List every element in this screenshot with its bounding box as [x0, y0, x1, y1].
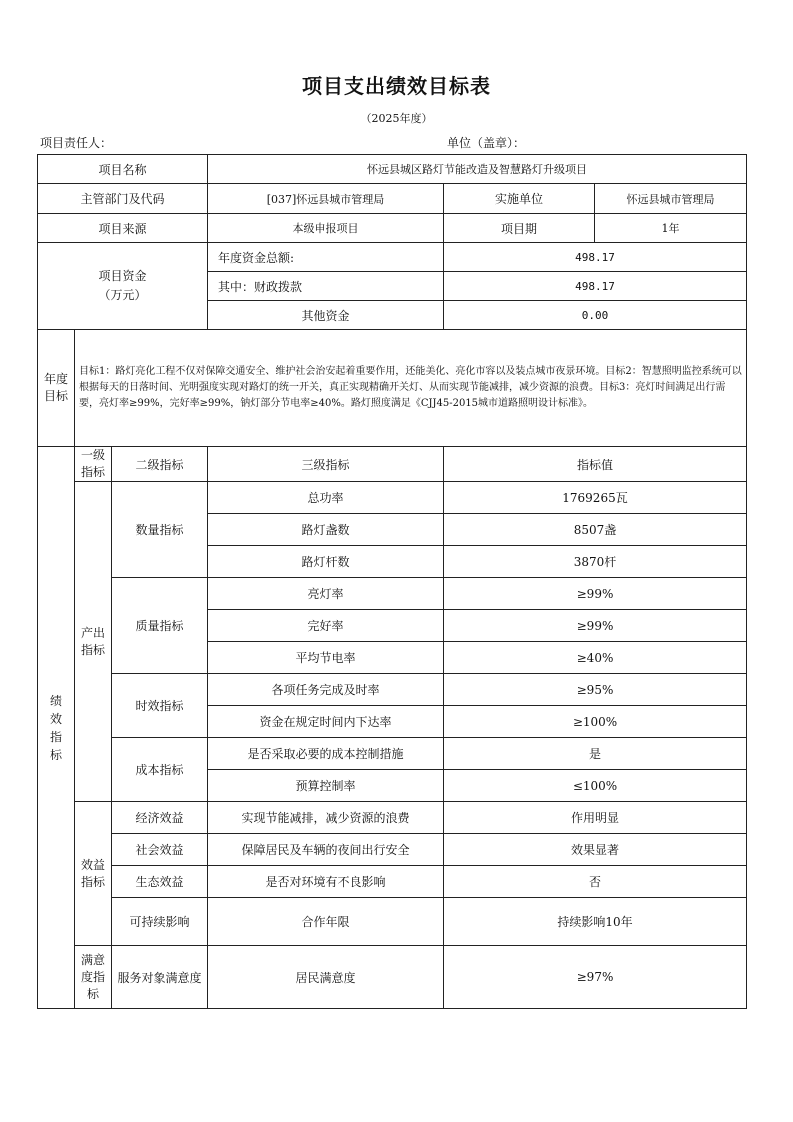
- period-label: 项目期: [444, 214, 595, 243]
- period-value: 1年: [595, 214, 747, 243]
- indicator-value: 持续影响10年: [444, 898, 747, 946]
- impl-label: 实施单位: [444, 184, 595, 214]
- indicator-value: 3870杆: [444, 546, 747, 578]
- level3-header: 三级指标: [208, 447, 444, 482]
- project-name-value: 怀远县城区路灯节能改造及智慧路灯升级项目: [208, 155, 747, 184]
- indicator-name: 亮灯率: [208, 578, 444, 610]
- dept-value: [037]怀远县城市管理局: [208, 184, 444, 214]
- indicator-name: 是否采取必要的成本控制措施: [208, 738, 444, 770]
- indicator-name: 平均节电率: [208, 642, 444, 674]
- indicator-value: 效果显著: [444, 834, 747, 866]
- indicator-value: ≥99%: [444, 610, 747, 642]
- level1-header: 一级指标: [75, 447, 112, 482]
- responsible-label: 项目责任人：: [40, 136, 113, 150]
- level2-header: 二级指标: [112, 447, 208, 482]
- total-funds-value: 498.17: [444, 243, 747, 272]
- social-label: 社会效益: [112, 834, 208, 866]
- indicator-value: 8507盏: [444, 514, 747, 546]
- service-label: 服务对象满意度: [112, 946, 208, 1009]
- fiscal-funds-label: 其中：财政拨款: [208, 272, 444, 301]
- indicator-name: 预算控制率: [208, 770, 444, 802]
- indicator-name: 总功率: [208, 482, 444, 514]
- source-value: 本级申报项目: [208, 214, 444, 243]
- benefit-label: 效益指标: [75, 802, 112, 946]
- dept-label: 主管部门及代码: [38, 184, 208, 214]
- indicator-name: 完好率: [208, 610, 444, 642]
- goal-label: 年度目标: [38, 330, 75, 447]
- indicator-name: 路灯盏数: [208, 514, 444, 546]
- sustain-label: 可持续影响: [112, 898, 208, 946]
- source-label: 项目来源: [38, 214, 208, 243]
- indicator-name: 资金在规定时间内下达率: [208, 706, 444, 738]
- other-funds-value: 0.00: [444, 301, 747, 330]
- indicator-value: ≥99%: [444, 578, 747, 610]
- indicator-name: 居民满意度: [208, 946, 444, 1009]
- page-title: 项目支出绩效目标表: [302, 74, 491, 98]
- indicator-name: 各项任务完成及时率: [208, 674, 444, 706]
- year-label: （2025年度）: [360, 112, 433, 125]
- funds-label: 项目资金（万元）: [38, 243, 208, 330]
- economic-label: 经济效益: [112, 802, 208, 834]
- output-label: 产出指标: [75, 482, 112, 802]
- indicator-value: ≥40%: [444, 642, 747, 674]
- satisfaction-label: 满意度指标: [75, 946, 112, 1009]
- other-funds-label: 其他资金: [208, 301, 444, 330]
- quality-label: 质量指标: [112, 578, 208, 674]
- ecological-label: 生态效益: [112, 866, 208, 898]
- indicator-value: 否: [444, 866, 747, 898]
- unit-label: 单位（盖章）：: [447, 136, 526, 150]
- indicator-name: 保障居民及车辆的夜间出行安全: [208, 834, 444, 866]
- indicator-name: 实现节能减排，减少资源的浪费: [208, 802, 444, 834]
- indicator-value: ≤100%: [444, 770, 747, 802]
- indicator-value: 作用明显: [444, 802, 747, 834]
- indicator-name: 是否对环境有不良影响: [208, 866, 444, 898]
- indicator-value: ≥97%: [444, 946, 747, 1009]
- indicator-value: 1769265瓦: [444, 482, 747, 514]
- project-name-label: 项目名称: [38, 155, 208, 184]
- indicator-value: ≥100%: [444, 706, 747, 738]
- quantity-label: 数量指标: [112, 482, 208, 578]
- goal-text: 目标1：路灯亮化工程不仅对保障交通安全、维护社会治安起着重要作用，还能美化、亮化市容以及装点城市夜景环境。目标2：智慧照明监控系统可以根据每天的日落时间、光明强度实现对路灯的统一开关，真正实现精确开关灯、从而实现节能减排，减少资源的浪费。目标3：亮灯时间满足出行需要，亮灯率≥99%，完好率≥99%，钠灯部分节电率≥40%。路灯照度满足《CJJ45-2015城市道路照明设计标准》。: [75, 330, 747, 447]
- indicator-value: 是: [444, 738, 747, 770]
- indicator-name: 合作年限: [208, 898, 444, 946]
- value-header: 指标值: [444, 447, 747, 482]
- total-funds-label: 年度资金总额:: [208, 243, 444, 272]
- perf-label: 绩效指标: [38, 447, 75, 1009]
- performance-table: [37, 154, 747, 1009]
- fiscal-funds-value: 498.17: [444, 272, 747, 301]
- timeliness-label: 时效指标: [112, 674, 208, 738]
- indicator-value: ≥95%: [444, 674, 747, 706]
- indicator-name: 路灯杆数: [208, 546, 444, 578]
- cost-label: 成本指标: [112, 738, 208, 802]
- impl-value: 怀远县城市管理局: [595, 184, 747, 214]
